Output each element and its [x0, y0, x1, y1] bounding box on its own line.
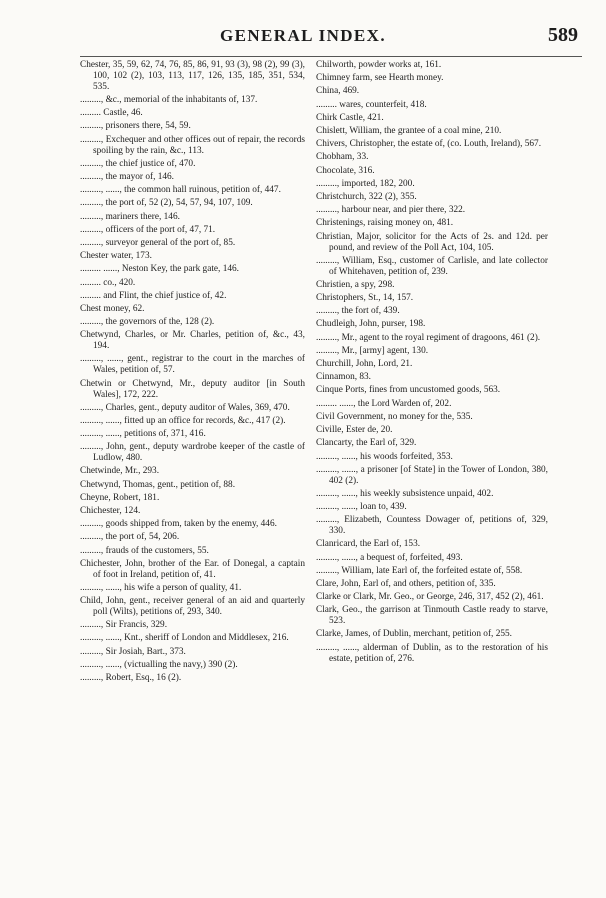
index-entry: ........., John, gent., deputy wardrobe keeper of the castle of Ludlow, 480.: [80, 442, 305, 464]
index-entry: ........., the mayor of, 146.: [80, 171, 174, 182]
index-entry: Christian, Major, solicitor for the Acts of 2s. and 12d. per pound, and review of the Poll Act, 104, 105.: [316, 231, 548, 253]
index-entry: ........., Exchequer and other offices out of repair, the records spoiling by the rain, &c., 113.: [80, 134, 305, 156]
index-entry: ........., goods shipped from, taken by the enemy, 446.: [80, 519, 277, 530]
index-entry: Chimney farm, see Hearth money.: [316, 73, 444, 84]
index-entry: ........., ......, a prisoner [of State] in the Tower of London, 380, 402 (2).: [316, 464, 548, 486]
index-entry: Clark, Geo., the garrison at Tinmouth Castle ready to starve, 523.: [316, 605, 548, 627]
index-entry: ........., Sir Francis, 329.: [80, 620, 168, 631]
index-entry: Chichester, John, brother of the Ear. of Donegal, a captain of foot in Ireland, petition of, 41.: [80, 558, 305, 580]
page-number: 589: [548, 24, 578, 46]
index-entry: ........., ......, the common hall ruinous, petition of, 447.: [80, 185, 281, 196]
index-entry: ........., the fort of, 439.: [316, 306, 400, 317]
index-entry: ......... wares, counterfeit, 418.: [316, 99, 427, 110]
index-entry: ........., Mr., agent to the royal regiment of dragoons, 461 (2).: [316, 332, 541, 343]
index-entry: Chester, 35, 59, 62, 74, 76, 85, 86, 91, 93 (3), 98 (2), 99 (3), 100, 102 (2), 103, 113, 117, 126, 135, 185, 351, 534, 535.: [80, 60, 305, 92]
index-entry: ......... ......, the Lord Warden of, 202.: [316, 398, 452, 409]
index-entry: ........., ......, fitted up an office for records, &c., 417 (2).: [80, 415, 286, 426]
index-entry: ........., ......, a bequest of, forfeited, 493.: [316, 552, 463, 563]
index-entry: Cheyne, Robert, 181.: [80, 492, 160, 503]
index-entry: Civil Government, no money for the, 535.: [316, 411, 473, 422]
index-entry: ........., the chief justice of, 470.: [80, 158, 196, 169]
index-column-right: [316, 60, 548, 667]
index-entry: ........., Sir Josiah, Bart., 373.: [80, 646, 186, 657]
index-entry: ........., the port of, 54, 206.: [80, 532, 180, 543]
index-entry: ........., ......, loan to, 439.: [316, 502, 407, 513]
index-entry: Chetwin or Chetwynd, Mr., deputy auditor [in South Wales], 172, 222.: [80, 378, 305, 400]
index-entry: Churchill, John, Lord, 21.: [316, 359, 413, 370]
index-entry: ........., imported, 182, 200.: [316, 178, 415, 189]
index-entry: ........., officers of the port of, 47, 71.: [80, 224, 216, 235]
index-entry: Civille, Ester de, 20.: [316, 425, 393, 436]
index-entry: ........., mariners there, 146.: [80, 211, 180, 222]
index-entry: ........., ......, his woods forfeited, 353.: [316, 451, 453, 462]
index-entry: ........., Robert, Esq., 16 (2).: [80, 673, 182, 684]
index-entry: China, 469.: [316, 86, 360, 97]
index-entry: ........., William, Esq., customer of Carlisle, and late collector of Whitehaven, petition of, 239.: [316, 255, 548, 277]
header-rule: [80, 56, 582, 57]
running-head: [0, 24, 606, 50]
page-title: GENERAL INDEX.: [219, 26, 387, 45]
index-entry: ........., ......, petitions of, 371, 416.: [80, 429, 206, 440]
index-entry: ........., ......, (victualling the navy,) 390 (2).: [80, 659, 238, 670]
index-entry: Chivers, Christopher, the estate of, (co. Louth, Ireland), 567.: [316, 139, 542, 150]
index-entry: ........., &c., memorial of the inhabitants of, 137.: [80, 95, 258, 106]
index-entry: ......... ......, Neston Key, the park gate, 146.: [80, 264, 239, 275]
index-entry: ........., ......, gent., registrar to the court in the marches of Wales, petition of, 57.: [80, 354, 305, 376]
index-entry: Chirk Castle, 421.: [316, 112, 384, 123]
index-entry: Christchurch, 322 (2), 355.: [316, 192, 417, 203]
index-entry: ........., Charles, gent., deputy auditor of Wales, 369, 470.: [80, 402, 290, 413]
index-entry: Christien, a spy, 298.: [316, 279, 395, 290]
index-entry: Clancarty, the Earl of, 329.: [316, 438, 417, 449]
index-entry: Child, John, gent., receiver general of an aid and quarterly poll (Wilts), petitions of, 293, 340.: [80, 596, 305, 618]
index-column-left: [80, 60, 305, 686]
index-entry: Chetwynd, Thomas, gent., petition of, 88.: [80, 479, 236, 490]
index-entry: Chest money, 62.: [80, 303, 145, 314]
index-entry: ........., prisoners there, 54, 59.: [80, 121, 191, 132]
index-entry: Chislett, William, the grantee of a coal mine, 210.: [316, 126, 502, 137]
index-entry: ......... co., 420.: [80, 277, 136, 288]
index-entry: ........., ......, alderman of Dublin, as to the restoration of his estate, petition of, 276.: [316, 642, 548, 664]
index-entry: Clarke or Clark, Mr. Geo., or George, 246, 317, 452 (2), 461.: [316, 592, 544, 603]
index-entry: ......... and Flint, the chief justice of, 42.: [80, 290, 227, 301]
index-entry: ........., Elizabeth, Countess Dowager of, petitions of, 329, 330.: [316, 515, 548, 537]
index-entry: Chobham, 33.: [316, 152, 369, 163]
index-entry: Cinque Ports, fines from uncustomed goods, 563.: [316, 385, 501, 396]
index-entry: ........., the port of, 52 (2), 54, 57, 94, 107, 109.: [80, 198, 253, 209]
index-entry: Clare, John, Earl of, and others, petition of, 335.: [316, 578, 496, 589]
index-entry: ......... Castle, 46.: [80, 108, 143, 119]
index-entry: Christenings, raising money on, 481.: [316, 218, 454, 229]
index-entry: Chetwynd, Charles, or Mr. Charles, petition of, &c., 43, 194.: [80, 330, 305, 352]
index-entry: ........., William, late Earl of, the forfeited estate of, 558.: [316, 565, 523, 576]
index-entry: Chilworth, powder works at, 161.: [316, 60, 442, 70]
index-entry: ........., Mr., [army] agent, 130.: [316, 345, 429, 356]
index-entry: Chetwinde, Mr., 293.: [80, 466, 160, 477]
index-entry: Christophers, St., 14, 157.: [316, 293, 414, 304]
index-entry: Cinnamon, 83.: [316, 372, 372, 383]
index-entry: ........., ......, his wife a person of quality, 41.: [80, 582, 242, 593]
index-entry: ........., the governors of the, 128 (2).: [80, 317, 215, 328]
index-entry: ........., ......, his weekly subsistence unpaid, 402.: [316, 488, 494, 499]
index-entry: Chester water, 173.: [80, 251, 152, 262]
index-entry: Chocolate, 316.: [316, 165, 375, 176]
index-entry: ........., surveyor general of the port of, 85.: [80, 237, 236, 248]
index-entry: Chudleigh, John, purser, 198.: [316, 319, 426, 330]
index-entry: Clarke, James, of Dublin, merchant, petition of, 255.: [316, 629, 512, 640]
index-entry: Clanricard, the Earl of, 153.: [316, 539, 421, 550]
index-entry: Chichester, 124.: [80, 506, 141, 517]
index-entry: ........., ......, Knt., sheriff of London and Middlesex, 216.: [80, 633, 289, 644]
index-entry: ........., frauds of the customers, 55.: [80, 545, 209, 556]
index-entry: ........., harbour near, and pier there, 322.: [316, 205, 466, 216]
